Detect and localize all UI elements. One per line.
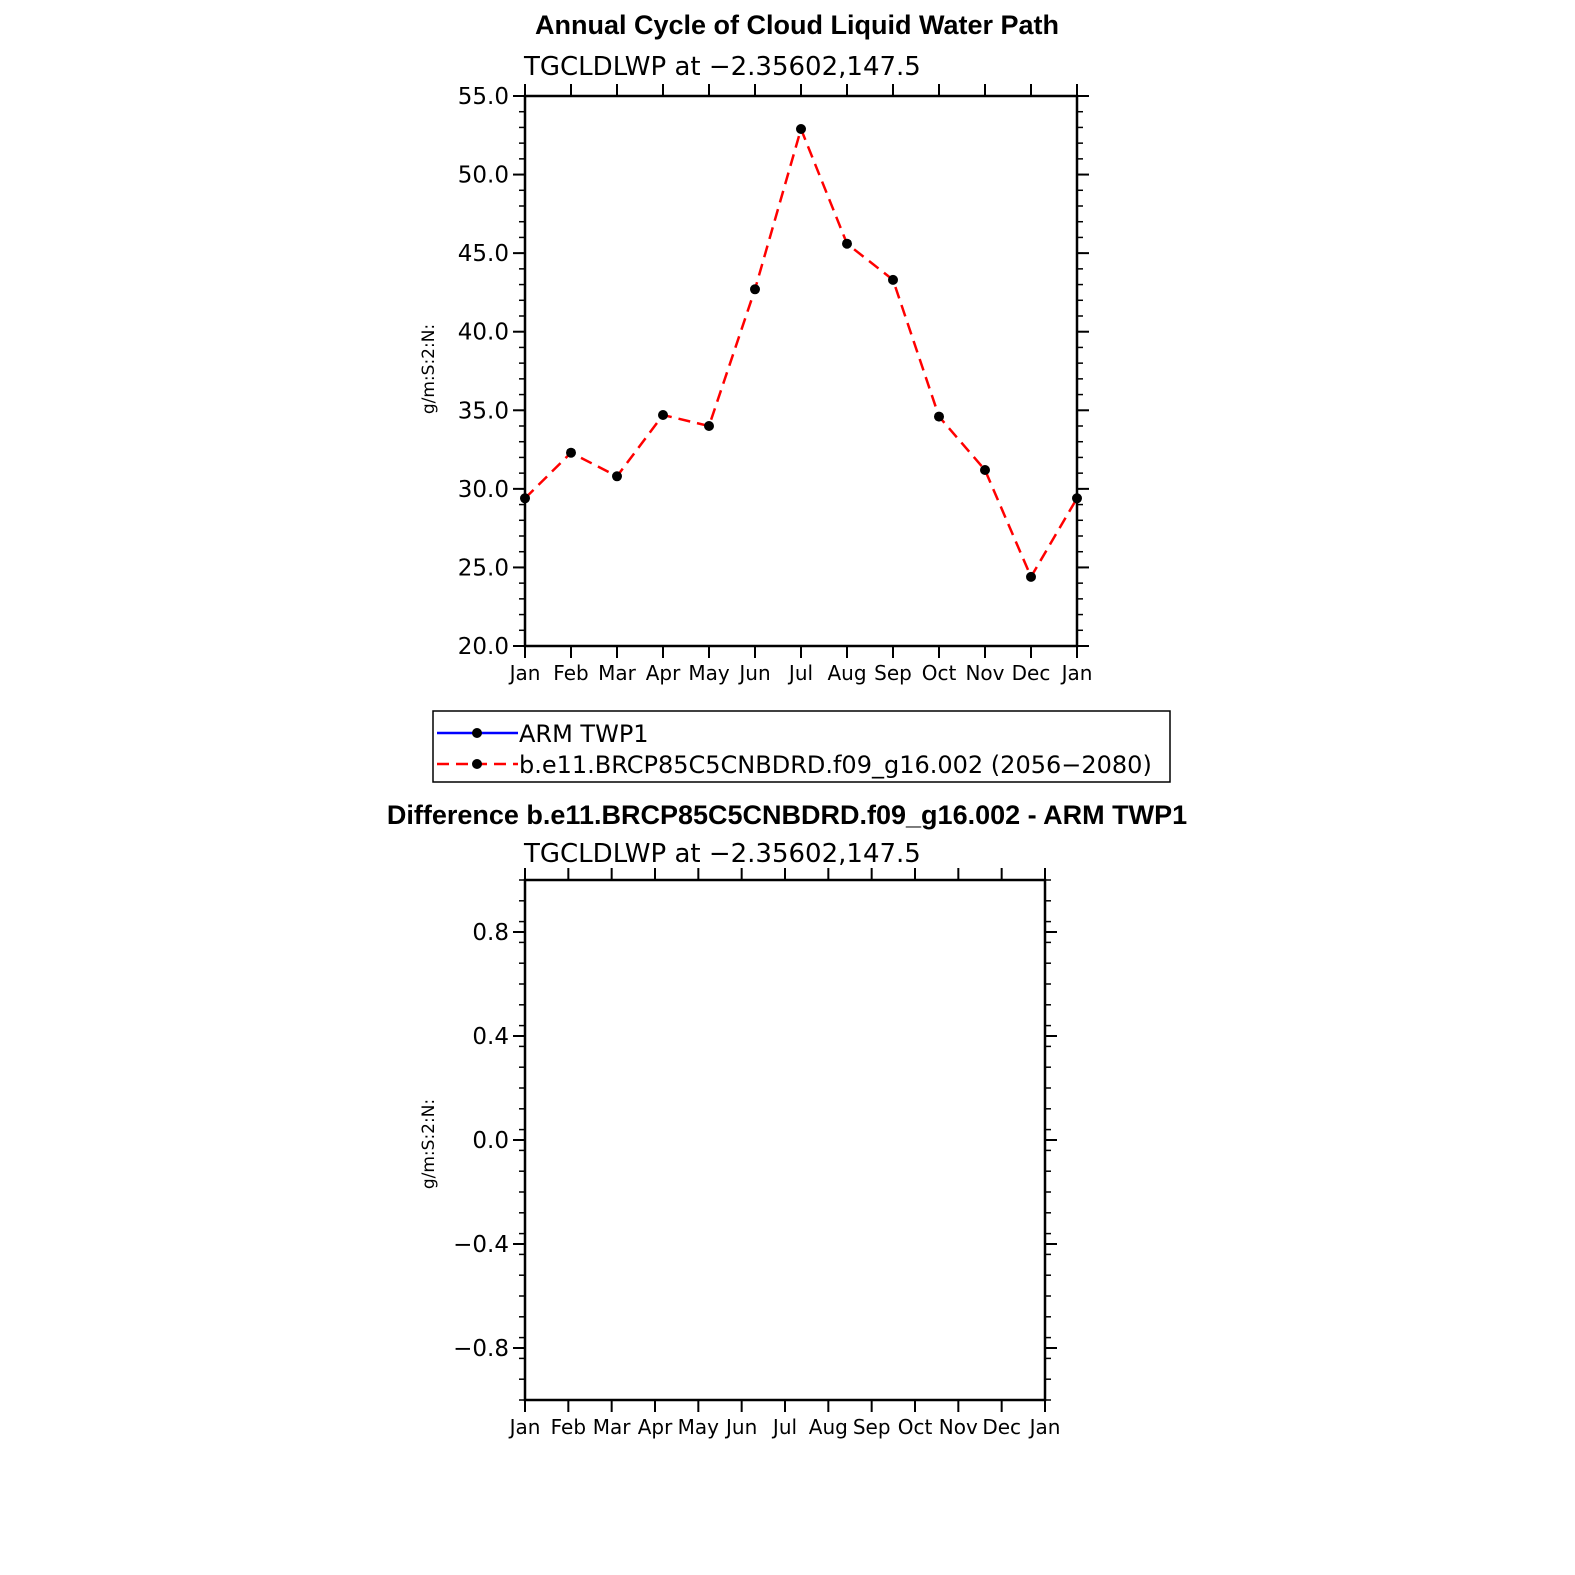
data-point — [1026, 572, 1036, 582]
data-point — [980, 465, 990, 475]
data-point — [796, 124, 806, 134]
bottom-chart-y-tick-label: −0.4 — [453, 1232, 509, 1258]
bottom-chart-x-tick-label: Jan — [1029, 1415, 1061, 1439]
data-point — [750, 284, 760, 294]
data-point — [934, 412, 944, 422]
data-point — [704, 421, 714, 431]
bottom-chart-x-tick-label: Nov — [938, 1415, 978, 1439]
top-chart-plot-frame — [525, 96, 1077, 646]
top-chart-axes — [458, 84, 1093, 685]
legend-marker-arm-twp1 — [472, 728, 482, 738]
top-chart-x-tick-label: Dec — [1011, 661, 1051, 685]
top-chart-y-tick-label: 40.0 — [457, 319, 509, 346]
top-chart-x-tick-label: Jun — [739, 661, 771, 685]
bottom-chart — [387, 800, 1187, 1439]
series-line-1 — [525, 129, 1077, 577]
data-point — [520, 493, 530, 503]
data-point — [658, 410, 668, 420]
legend-marker-model — [472, 759, 482, 769]
bottom-chart-y-tick-label: −0.8 — [453, 1336, 509, 1362]
top-chart-y-tick-label: 45.0 — [457, 241, 509, 268]
bottom-chart-plot-frame — [525, 880, 1045, 1400]
bottom-chart-y-tick-label: 0.4 — [472, 1024, 509, 1050]
bottom-chart-x-tick-label: May — [677, 1415, 720, 1439]
top-chart-y-tick-label: 20.0 — [457, 634, 509, 660]
top-chart-y-tick-label: 50.0 — [457, 162, 509, 189]
top-chart-subtitle: TGCLDLWP at −2.35602,147.5 — [524, 52, 921, 82]
top-chart-x-tick-label: Nov — [965, 661, 1005, 685]
legend-label-arm-twp1: ARM TWP1 — [519, 720, 649, 748]
top-chart-x-tick-label: Jan — [1061, 661, 1093, 685]
bottom-chart-x-tick-label: Sep — [852, 1415, 891, 1439]
top-chart-x-tick-label: Oct — [921, 661, 957, 685]
bottom-chart-x-tick-label: Jun — [726, 1415, 758, 1439]
top-chart-y-axis-label: g/m:S:2:N: — [419, 323, 439, 415]
top-chart — [419, 10, 1092, 685]
bottom-chart-y-tick-label: 0.8 — [472, 920, 509, 946]
data-point — [842, 239, 852, 249]
top-chart-x-tick-label: Sep — [874, 661, 912, 685]
top-chart-series — [520, 124, 1082, 582]
top-chart-x-tick-label: Apr — [645, 661, 681, 685]
top-chart-legend — [433, 711, 1170, 782]
top-chart-y-tick-label: 25.0 — [457, 555, 509, 582]
top-chart-title: Annual Cycle of Cloud Liquid Water Path — [534, 10, 1060, 40]
bottom-chart-title: Difference b.e11.BRCP85C5CNBDRD.f09_g16.002 - ARM TWP1 — [386, 800, 1188, 830]
bottom-chart-x-tick-label: Apr — [637, 1415, 673, 1439]
legend-label-model: b.e11.BRCP85C5CNBDRD.f09_g16.002 (2056−2080) — [519, 751, 1152, 779]
top-chart-y-tick-label: 35.0 — [457, 398, 509, 425]
bottom-chart-x-tick-label: Feb — [550, 1415, 587, 1439]
data-point — [888, 275, 898, 285]
data-point — [612, 471, 622, 481]
top-chart-x-tick-label: May — [688, 661, 730, 685]
top-chart-x-tick-label: Feb — [553, 661, 589, 685]
bottom-chart-subtitle: TGCLDLWP at −2.35602,147.5 — [524, 839, 921, 869]
bottom-chart-y-axis-label: g/m:S:2:N: — [419, 1098, 439, 1190]
bottom-chart-axes — [453, 868, 1060, 1439]
top-chart-x-tick-label: Jan — [509, 661, 541, 685]
top-chart-y-tick-label: 30.0 — [457, 476, 509, 503]
bottom-chart-x-tick-label: Aug — [808, 1415, 848, 1439]
bottom-chart-x-tick-label: Jan — [509, 1415, 541, 1439]
bottom-chart-x-tick-label: Jul — [772, 1415, 798, 1439]
bottom-chart-x-tick-label: Oct — [897, 1415, 933, 1439]
bottom-chart-x-tick-label: Dec — [982, 1415, 1022, 1439]
data-point — [566, 448, 576, 458]
top-chart-y-tick-label: 55.0 — [457, 84, 509, 110]
top-chart-x-tick-label: Aug — [827, 661, 867, 685]
bottom-chart-x-tick-label: Mar — [592, 1415, 631, 1439]
top-chart-x-tick-label: Mar — [598, 661, 636, 685]
data-point — [1072, 493, 1082, 503]
bottom-chart-y-tick-label: 0.0 — [472, 1128, 509, 1154]
top-chart-x-tick-label: Jul — [788, 661, 814, 685]
